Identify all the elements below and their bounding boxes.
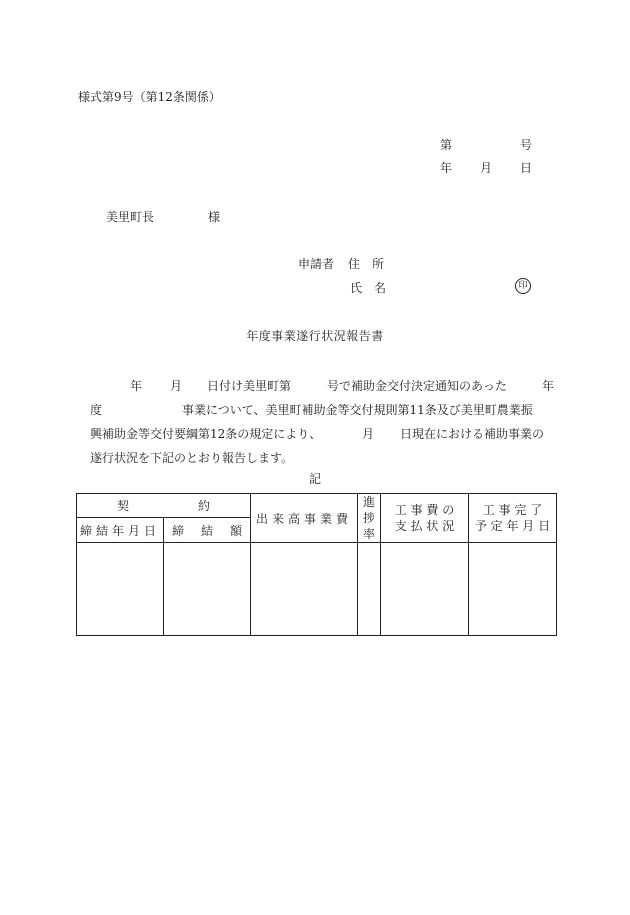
contract-date-header: 締結年月日 [77, 518, 164, 543]
body-year: 年 [130, 379, 143, 393]
body-rule-text: 興補助金等交付要綱第12条の規定により、 [90, 427, 322, 441]
progress-char-3: 率 [362, 527, 375, 541]
amount-char-1: 締 [172, 523, 185, 538]
completed-cost-header: 出来高事業費 [251, 494, 358, 543]
addressee-name: 美里町長 [106, 210, 155, 224]
payment-line-2: 支 払 状 況 [394, 519, 455, 533]
progress-char-2: 捗 [362, 511, 375, 525]
body-fiscal-year: 年 [542, 379, 555, 393]
completed-cost-cell[interactable] [251, 543, 358, 636]
doc-number-suffix: 号 [520, 138, 533, 152]
body-current-text: 日現在における補助事業の [400, 427, 545, 441]
body-notice-text: 号で補助金交付決定通知のあった [327, 379, 507, 393]
payment-status-cell[interactable] [381, 543, 469, 636]
addressee-honorific: 様 [208, 210, 221, 224]
body-line-2 [90, 398, 560, 422]
progress-rate-cell[interactable] [358, 543, 381, 636]
applicant-block [298, 255, 385, 272]
completion-date-cell[interactable] [469, 543, 557, 636]
ki-heading: 記 [308, 472, 321, 486]
completion-date-header [469, 494, 557, 543]
date-year: 年 [440, 161, 453, 175]
body-month-2: 月 [362, 427, 375, 441]
body-date-text: 日付け美里町第 [207, 379, 292, 393]
body-line-1 [90, 374, 560, 398]
payment-status-header [381, 494, 469, 543]
contract-date-cell[interactable] [77, 543, 164, 636]
addressee [106, 208, 221, 225]
body-month: 月 [170, 379, 183, 393]
date-day: 日 [520, 161, 533, 175]
contract-char-1: 契 [117, 499, 130, 513]
contract-char-2: 約 [197, 499, 210, 513]
body-line-4 [90, 446, 560, 470]
document-number [440, 136, 533, 153]
applicant-address-label: 住 所 [348, 257, 385, 271]
status-table [76, 493, 557, 636]
completion-line-2: 予 定 年 月 日 [474, 519, 551, 533]
body-line-3 [90, 422, 560, 446]
body-closing-text: 遂行状況を下記のとおり報告します。 [90, 451, 294, 465]
contract-amount-cell[interactable] [164, 543, 251, 636]
body-project-text: 事業について、美里町補助金等交付規則第11条及び美里町農業振 [182, 403, 533, 417]
applicant-name-line [350, 279, 386, 296]
payment-line-1: 工 事 費 の [394, 503, 455, 517]
progress-char-1: 進 [362, 495, 375, 509]
contract-header [77, 494, 251, 518]
applicant-label: 申請者 [298, 257, 335, 271]
progress-rate-header [358, 494, 381, 543]
doc-number-prefix: 第 [440, 138, 453, 152]
amount-char-3: 額 [229, 523, 242, 538]
completion-line-1: 工 事 完 了 [482, 503, 543, 517]
applicant-name-label: 氏 名 [350, 281, 387, 295]
document-title: 年度事業遂行状況報告書 [246, 329, 384, 343]
amount-char-2: 結 [200, 523, 213, 538]
body-do: 度 [90, 403, 103, 417]
body-text [90, 374, 560, 470]
date-month: 月 [480, 161, 493, 175]
form-id: 様式第9号（第12条関係） [78, 90, 221, 104]
seal-mark: 印 [515, 278, 531, 294]
contract-amount-header [164, 518, 251, 543]
